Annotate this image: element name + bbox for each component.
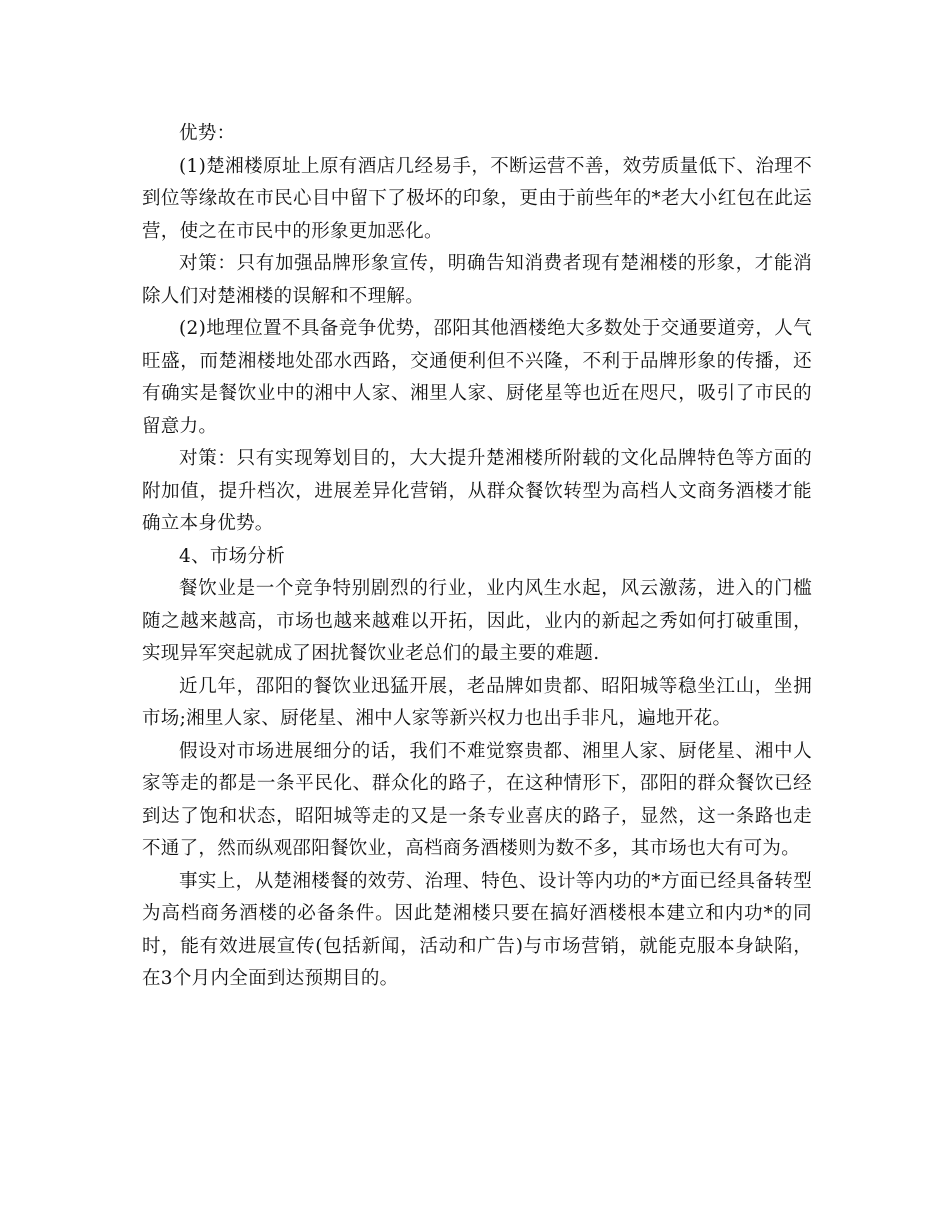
paragraph-market-1: 餐饮业是一个竞争特别剧烈的行业，业内风生水起，风云激荡，进入的门槛随之越来越高，市场也越来越难以开拓，因此，业内的新起之秀如何打破重围，实现异军突起就成了困扰餐饮业老总们的最主要的难题. <box>142 578 812 664</box>
section-heading-market-analysis: 4、市场分析 <box>179 545 286 567</box>
paragraph-advantage-2: (2)地理位置不具备竞争优势，邵阳其他酒楼绝大多数处于交通要道旁，人气旺盛，而楚湘楼地处邵水西路，交通便利但不兴隆，不利于品牌形象的传播，还有确实是餐饮业中的湘中人家、湘里人家、厨佬星等也近在咫尺，吸引了市民的留意力。 <box>142 318 812 437</box>
paragraph-strategy-1: 对策：只有加强品牌形象宣传，明确告知消费者现有楚湘楼的形象，才能消除人们对楚湘楼的误解和不理解。 <box>142 253 812 307</box>
document-body <box>142 118 812 996</box>
paragraph-market-3: 假设对市场进展细分的话，我们不难觉察贵都、湘里人家、厨佬星、湘中人家等走的都是一条平民化、群众化的路子，在这种情形下，邵阳的群众餐饮已经到达了饱和状态，昭阳城等走的又是一条专业喜庆的路子，显然，这一条路也走不通了，然而纵观邵阳餐饮业，高档商务酒楼则为数不多，其市场也大有可为。 <box>142 740 812 859</box>
paragraph-advantages-heading: 优势： <box>179 123 236 144</box>
paragraph-advantage-1: (1)楚湘楼原址上原有酒店几经易手，不断运营不善，效劳质量低下、治理不到位等缘故在市民心目中留下了极坏的印象，更由于前些年的*老大小红包在此运营，使之在市民中的形象更加恶化。 <box>142 155 812 242</box>
paragraph-strategy-2: 对策：只有实现筹划目的，大大提升楚湘楼所附载的文化品牌特色等方面的附加值，提升档次，进展差异化营销，从群众餐饮转型为高档人文商务酒楼才能确立本身优势。 <box>142 448 812 534</box>
paragraph-market-2: 近几年，邵阳的餐饮业迅猛开展，老品牌如贵都、昭阳城等稳坐江山，坐拥市场;湘里人家、厨佬星、湘中人家等新兴权力也出手非凡，遍地开花。 <box>142 675 812 729</box>
paragraph-market-4: 事实上，从楚湘楼餐的效劳、治理、特色、设计等内功的*方面已经具备转型为高档商务酒楼的必备条件。因此楚湘楼只要在搞好酒楼根本建立和内功*的同时，能有效进展宣传(包括新闻，活动和广告)与市场营销，就能克服本身缺陷，在3个月内全面到达预期目的。 <box>142 870 812 989</box>
